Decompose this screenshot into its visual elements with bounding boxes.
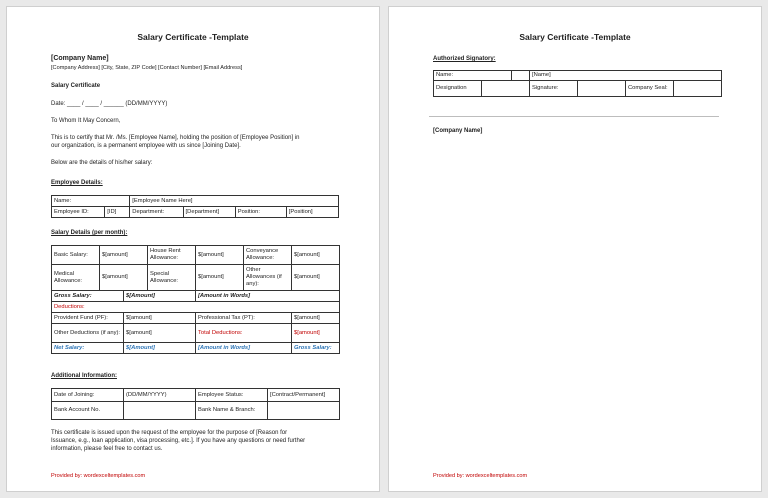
employee-status-value: [Contract/Permanent] bbox=[268, 389, 340, 402]
net-salary-words: [Amount in Words] bbox=[196, 343, 292, 354]
page-2 bbox=[388, 6, 762, 492]
net-salary-value: $[Amount] bbox=[124, 343, 196, 354]
medical-label: Medical Allowance: bbox=[52, 265, 100, 291]
name-value: [Employee Name Here] bbox=[130, 196, 339, 207]
conveyance-value: $[amount] bbox=[292, 246, 340, 265]
other-allowances-value: $[amount] bbox=[292, 265, 340, 291]
company-address: [Company Address] [City, State, ZIP Code] [Contact Number] [Email Address] bbox=[51, 65, 243, 71]
total-deductions-label: Total Deductions: bbox=[196, 324, 292, 343]
certificate-heading: Salary Certificate bbox=[51, 83, 101, 89]
position-label: Position: bbox=[235, 207, 286, 218]
employee-details-heading: Employee Details: bbox=[51, 180, 103, 186]
divider bbox=[429, 116, 719, 117]
joining-date-label: Date of Joining: bbox=[52, 389, 124, 402]
employee-id-value: [ID] bbox=[105, 207, 130, 218]
gross-salary-words: [Amount in Words] bbox=[196, 291, 340, 302]
page-title: Salary Certificate -Template bbox=[519, 32, 631, 42]
bank-account-value bbox=[124, 402, 196, 420]
page-1 bbox=[6, 6, 380, 492]
pt-label: Professional Tax (PT): bbox=[196, 313, 292, 324]
medical-value: $[amount] bbox=[100, 265, 148, 291]
signatory-name-value: [Name] bbox=[530, 71, 722, 81]
signature-label: Signature: bbox=[530, 81, 578, 97]
footer-credit: Provided by: wordexceltemplates.com bbox=[51, 473, 146, 479]
gross-salary-cell: Gross Salary: bbox=[292, 343, 340, 354]
deductions-label: Deductions: bbox=[52, 302, 340, 313]
other-allowances-label: Other Allowances (if any): bbox=[244, 265, 292, 291]
joining-date-value: (DD/MM/YYYY) bbox=[124, 389, 196, 402]
position-value: [Position] bbox=[286, 207, 338, 218]
body-line-1: This is to certify that Mr. /Ms. [Employee Name], holding the position of [Employee Position] in bbox=[51, 135, 300, 141]
closing-line-1: This certificate is issued upon the request of the employee for the purpose of [Reason for bbox=[51, 430, 288, 436]
authorized-signatory-heading: Authorized Signatory: bbox=[433, 56, 496, 62]
additional-info-heading: Additional Information: bbox=[51, 373, 117, 379]
name-label: Name: bbox=[52, 196, 130, 207]
details-intro: Below are the details of his/her salary: bbox=[51, 160, 153, 166]
company-seal-label: Company Seal: bbox=[626, 81, 674, 97]
signatory-table bbox=[433, 70, 722, 97]
department-label: Department: bbox=[130, 207, 183, 218]
other-deductions-label: Other Deductions (if any): bbox=[52, 324, 124, 343]
bank-account-label: Bank Account No. bbox=[52, 402, 124, 420]
pf-value: $[amount] bbox=[124, 313, 196, 324]
additional-table bbox=[51, 388, 340, 420]
bank-branch-label: Bank Name & Branch: bbox=[196, 402, 268, 420]
conveyance-label: Conveyance Allowance: bbox=[244, 246, 292, 265]
special-label: Special Allowance: bbox=[148, 265, 196, 291]
signatory-name-row bbox=[434, 71, 530, 81]
hra-label: House Rent Allowance: bbox=[148, 246, 196, 265]
basic-salary-value: $[amount] bbox=[100, 246, 148, 265]
salary-details-heading: Salary Details (per month): bbox=[51, 230, 128, 236]
net-salary-label: Net Salary: bbox=[52, 343, 124, 354]
pf-label: Provident Fund (PF): bbox=[52, 313, 124, 324]
signature-value bbox=[578, 81, 626, 97]
footer-credit: Provided by: wordexceltemplates.com bbox=[433, 473, 528, 479]
company-seal-value bbox=[674, 81, 722, 97]
designation-value bbox=[482, 81, 530, 97]
signatory-name-label: Name: bbox=[434, 71, 512, 80]
total-deductions-value: $[amount] bbox=[292, 324, 340, 343]
special-value: $[amount] bbox=[196, 265, 244, 291]
other-deductions-value: $[amount] bbox=[124, 324, 196, 343]
designation-label: Designation bbox=[434, 81, 482, 97]
pt-value: $[amount] bbox=[292, 313, 340, 324]
company-name: [Company Name] bbox=[433, 128, 483, 134]
closing-line-3: information, please feel free to contact us. bbox=[51, 446, 163, 452]
page-title: Salary Certificate -Template bbox=[137, 32, 249, 42]
company-name: [Company Name] bbox=[51, 55, 109, 62]
employee-id-label: Employee ID: bbox=[52, 207, 105, 218]
gross-salary-value: $[Amount] bbox=[124, 291, 196, 302]
date-line: Date: ____ / ____ / ______ (DD/MM/YYYY) bbox=[51, 101, 168, 107]
closing-line-2: Issuance, e.g., loan application, visa processing, etc.]. If you have any questions or need further bbox=[51, 438, 306, 444]
salary-table bbox=[51, 245, 340, 354]
employee-table bbox=[51, 195, 339, 218]
department-value: [Department] bbox=[183, 207, 235, 218]
body-line-2: our organization, is a permanent employee with us since [Joining Date]. bbox=[51, 143, 241, 149]
basic-salary-label: Basic Salary: bbox=[52, 246, 100, 265]
hra-value: $[amount] bbox=[196, 246, 244, 265]
greeting: To Whom It May Concern, bbox=[51, 118, 121, 124]
employee-status-label: Employee Status: bbox=[196, 389, 268, 402]
bank-branch-value bbox=[268, 402, 340, 420]
gross-salary-label: Gross Salary: bbox=[52, 291, 124, 302]
